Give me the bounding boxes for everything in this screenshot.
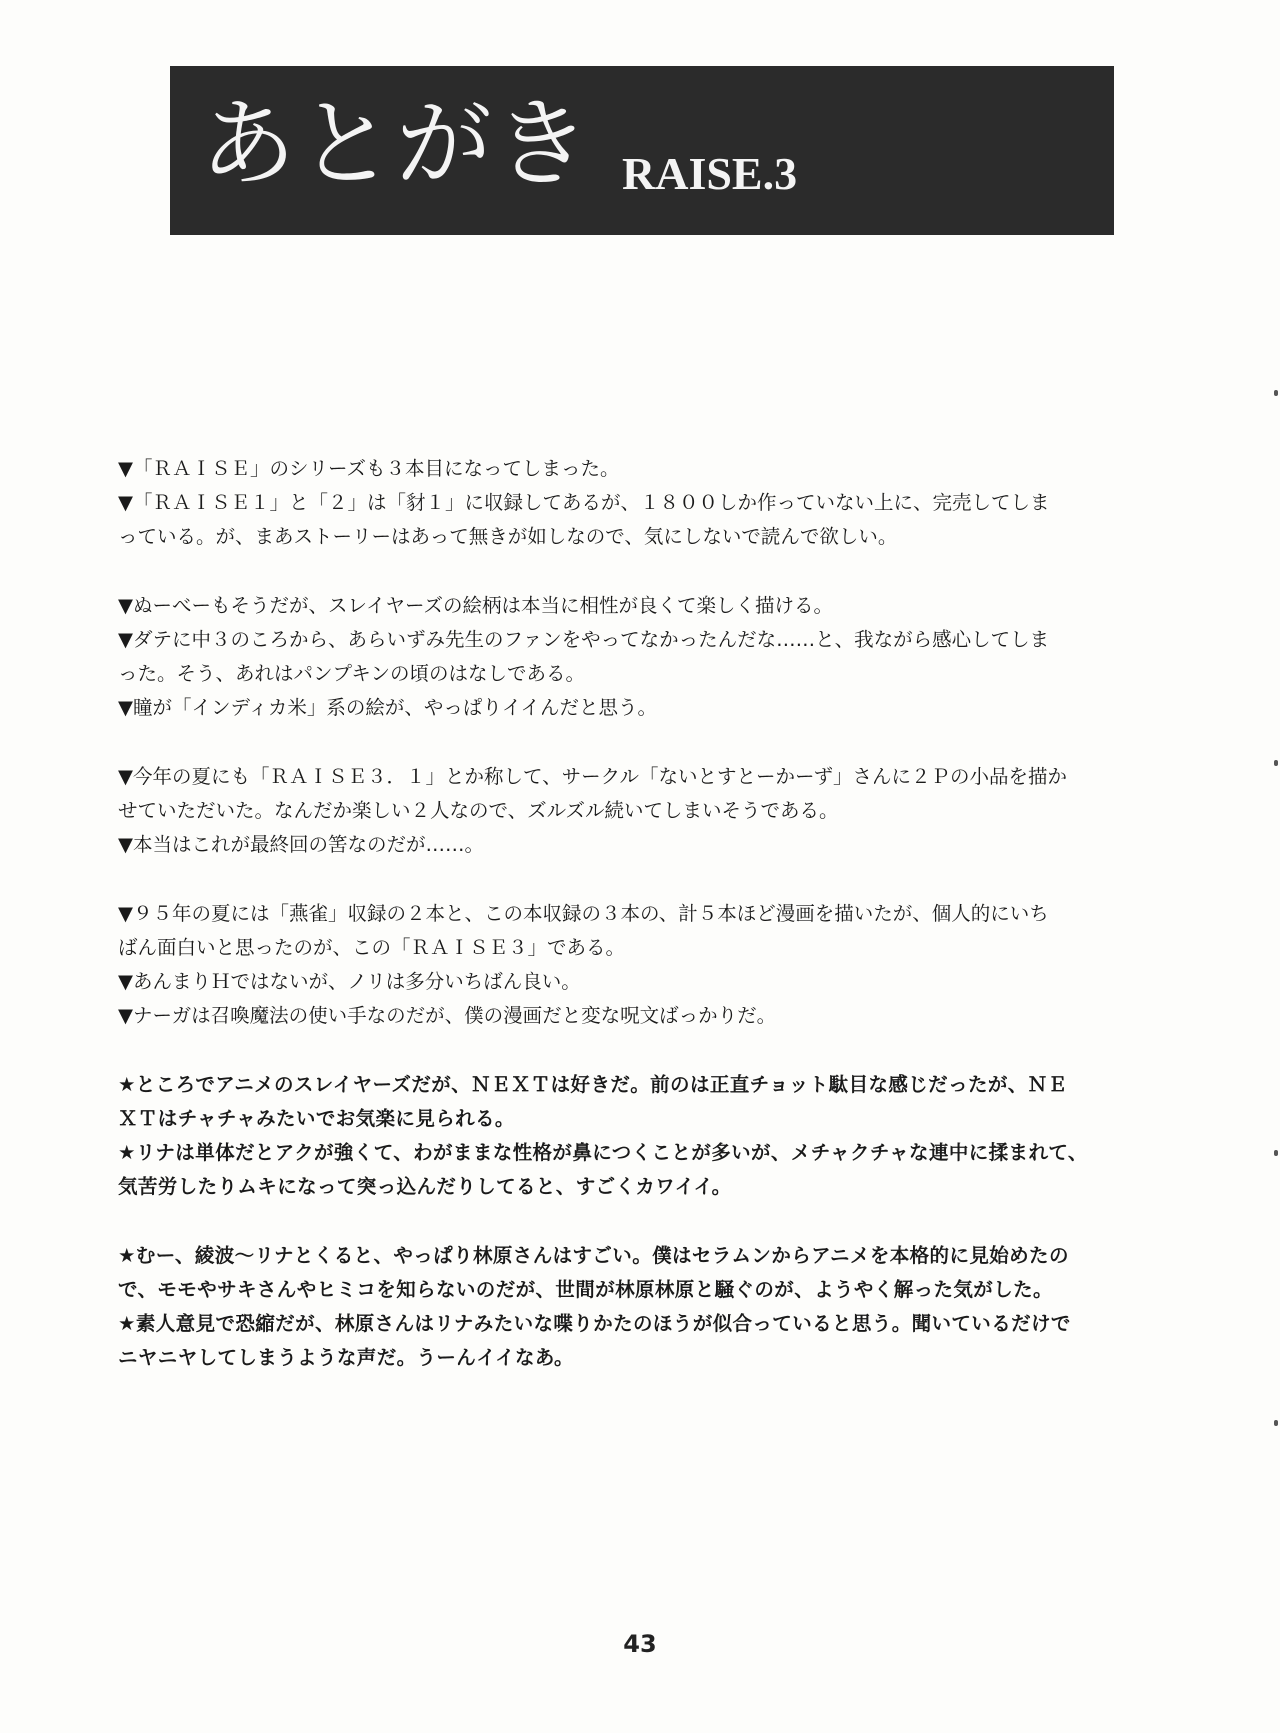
- text-line: ニヤニヤしてしまうような声だ。うーんイイなあ。: [118, 1346, 574, 1369]
- text-line: ★リナは単体だとアクが強くて、わがままな性格が鼻につくことが多いが、メチャクチャな連中に揉まれて、: [118, 1141, 1088, 1164]
- text-line: った。そう、あれはパンプキンの頃のはなしである。: [118, 662, 586, 685]
- text-line: 気苦労したりムキになって突っ込んだりしてると、すごくカワイイ。: [118, 1175, 732, 1198]
- text-line: ▼ダテに中３のころから、あらいずみ先生のファンをやってなかったんだな……と、我ながら感心してしま: [118, 628, 1050, 651]
- text-line: ▼「ＲＡＩＳＥ１」と「２」は「豺１」に収録してあるが、１８００しか作っていない上に、完売してしま: [118, 491, 1050, 514]
- text-line: ▼あんまりＨではないが、ノリは多分いちばん良い。: [118, 970, 581, 993]
- scan-edge-mark: [1274, 1150, 1278, 1156]
- text-line: ▼９５年の夏には「燕雀」収録の２本と、この本収録の３本の、計５本ほど漫画を描いたが、個人的にいち: [118, 902, 1049, 925]
- text-line: ▼今年の夏にも「ＲＡＩＳＥ３．１」とか称して、サークル「ないとすとーかーず」さんに２Ｐの小品を描か: [118, 765, 1068, 788]
- paragraph-6: [118, 1239, 1163, 1375]
- afterword-body: [118, 452, 1163, 1410]
- paragraph-2: [118, 589, 1163, 725]
- text-line: ▼「ＲＡＩＳＥ」のシリーズも３本目になってしまった。: [118, 457, 620, 480]
- text-line: っている。が、まあストーリーはあって無きが如しなので、気にしないで読んで欲しい。: [118, 525, 898, 548]
- paragraph-3: [118, 760, 1163, 862]
- scan-edge-mark: [1274, 1420, 1278, 1426]
- text-line: ▼ぬーべーもそうだが、スレイヤーズの絵柄は本当に相性が良くて楽しく描ける。: [118, 594, 834, 617]
- text-line: ★むー、綾波～リナとくると、やっぱり林原さんはすごい。僕はセラムンからアニメを本格的に見始めたの: [118, 1244, 1069, 1267]
- page-number: 43: [623, 1630, 657, 1658]
- text-line: で、モモやサキさんやヒミコを知らないのだが、世間が林原林原と騒ぐのが、ようやく解った気がした。: [118, 1278, 1053, 1301]
- text-line: ＸＴはチャチャみたいでお気楽に見られる。: [118, 1107, 515, 1130]
- text-line: ★素人意見で恐縮だが、林原さんはリナみたいな喋りかたのほうが似合っていると思う。聞いているだけで: [118, 1312, 1071, 1335]
- scan-edge-mark: [1274, 390, 1278, 396]
- page-title: あとがき: [200, 88, 592, 200]
- paragraph-1: [118, 452, 1163, 554]
- text-line: せていただいた。なんだか楽しい２人なので、ズルズル続いてしまいそうである。: [118, 799, 839, 822]
- text-line: ▼ナーガは召喚魔法の使い手なのだが、僕の漫画だと変な呪文ばっかりだ。: [118, 1004, 777, 1027]
- text-line: ▼本当はこれが最終回の筈なのだが……。: [118, 833, 484, 856]
- scan-edge-mark: [1274, 760, 1278, 766]
- paragraph-5: [118, 1068, 1163, 1204]
- text-line: ▼瞳が「インディカ米」系の絵が、やっぱりイイんだと思う。: [118, 696, 657, 719]
- page-subtitle: RAISE.3: [622, 148, 798, 199]
- text-line: ばん面白いと思ったのが、この「ＲＡＩＳＥ３」である。: [118, 936, 626, 959]
- title-banner: [170, 66, 1114, 235]
- text-line: ★ところでアニメのスレイヤーズだが、ＮＥＸＴは好きだ。前のは正直チョット駄目な感じだったが、ＮＥ: [118, 1073, 1068, 1096]
- paragraph-4: [118, 897, 1163, 1033]
